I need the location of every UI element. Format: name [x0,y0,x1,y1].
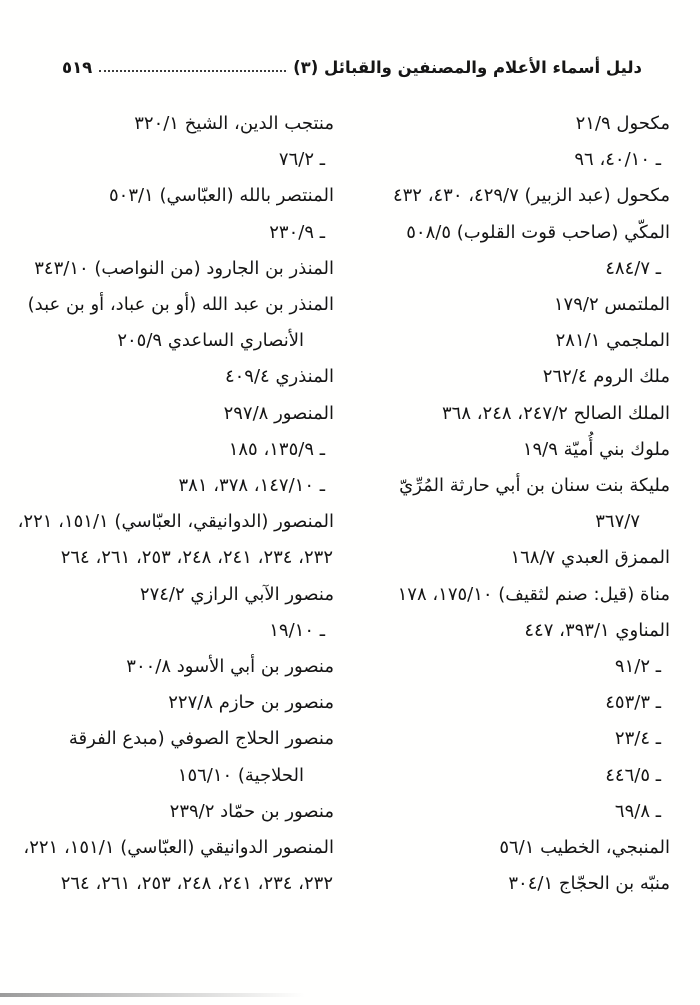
index-entry: المناوي ٣٩٣/١، ٤٤٧ [524,619,670,641]
index-entry: المنذري ٤٠٩/٤ [224,366,334,388]
index-entry: ـ ٩١/٢ [614,656,661,678]
index-entry: منصور الحلاج الصوفي (مبدع الفرقة [68,728,334,750]
index-entry: ملك الروم ٢٦٢/٤ [542,366,670,388]
index-entry: مكحول (عبد الزبير) ٤٢٩/٧، ٤٣٠، ٤٣٢ [392,185,670,207]
index-entry: المنبجي، الخطيب ٥٦/١ [499,837,670,859]
index-entry: ٢٣٢، ٢٣٤، ٢٤١، ٢٤٨، ٢٥٣، ٢٦١، ٢٦٤ [60,547,333,569]
index-entry: ـ ١٣٥/٩، ١٨٥ [228,438,325,460]
page-header [62,58,642,77]
dotted-leader [99,70,286,72]
index-entry: المنذر بن عبد الله (أو بن عباد، أو بن عبد) [27,294,334,316]
index-entry: الملجمي ٢٨١/١ [555,330,670,352]
index-entry: مكحول ٢١/٩ [575,113,670,134]
index-entry: ـ ٢٣٠/٩ [269,221,325,243]
index-entry: ـ ٦٩/٨ [614,800,661,822]
index-entry: ـ ٤٤٦/٥ [605,764,661,786]
index-entry: المنصور (الدوانيقي، العبّاسي) ١٥١/١، ٢٢١، [17,511,334,533]
index-entry: مليكة بنت سنان بن أبي حارثة المُرِّيّ [399,475,670,497]
index-entry: منصور بن حازم ٢٢٧/٨ [168,692,334,714]
index-entry: ملوك بني أُميّة ١٩/٩ [522,438,670,460]
index-entry: ـ ٧٦/٢ [278,149,325,171]
index-entry: ـ ٢٣/٤ [614,728,661,750]
running-title: دليل أسماء الأعلام والمصنفين والقبائل (٣) [293,58,642,77]
index-entry: منتجب الدين، الشيخ ٣٢٠/١ [134,113,334,134]
index-entry: الملتمس ١٧٩/٢ [553,294,670,316]
index-entry: الممزق العبدي ١٦٨/٧ [510,547,670,569]
index-entry: ٢٣٢، ٢٣٤، ٢٤١، ٢٤٨، ٢٥٣، ٢٦١، ٢٦٤ [60,873,333,895]
index-entry: ـ ٤٨٤/٧ [605,257,661,279]
index-entry: ٣٦٧/٧ [595,511,640,533]
index-entry: منصور بن أبي الأسود ٣٠٠/٨ [126,656,334,678]
index-entry: ـ ١٩/١٠ [269,619,325,641]
index-entry: المكّي (صاحب قوت القلوب) ٥٠٨/٥ [406,221,670,243]
page-edge-shadow [0,993,305,997]
index-entry: منصور الآبي الرازي ٢٧٤/٢ [139,583,334,605]
index-entry: الملك الصالح ٢٤٧/٢، ٢٤٨، ٣٦٨ [442,402,670,424]
index-entry: الأنصاري الساعدي ٢٠٥/٩ [117,330,304,352]
index-entry: ـ ٤٠/١٠، ٩٦ [574,149,661,171]
index-entry: ـ ٤٥٣/٣ [605,692,661,714]
index-entry: المنتصر بالله (العبّاسي) ٥٠٣/١ [108,185,334,207]
index-entry: مناة (قيل: صنم لثقيف) ١٧٥/١٠، ١٧٨ [397,583,670,605]
index-entry: المنصور ٢٩٧/٨ [223,402,334,424]
index-column-left [17,106,334,902]
index-entry: المنصور الدوانيقي (العبّاسي) ١٥١/١، ٢٢١، [23,837,334,859]
page-number: ٥١٩ [62,58,93,77]
index-entry: الحلاجية) ١٥٦/١٠ [177,764,304,786]
index-entry: المنذر بن الجارود (من النواصب) ٣٤٣/١٠ [34,257,334,279]
index-entry: ـ ١٤٧/١٠، ٣٧٨، ٣٨١ [178,475,325,497]
index-entry: منصور بن حمّاد ٢٣٩/٢ [169,800,334,822]
index-column-right [354,106,670,902]
index-entry: منبّه بن الحجّاج ٣٠٤/١ [508,873,670,895]
